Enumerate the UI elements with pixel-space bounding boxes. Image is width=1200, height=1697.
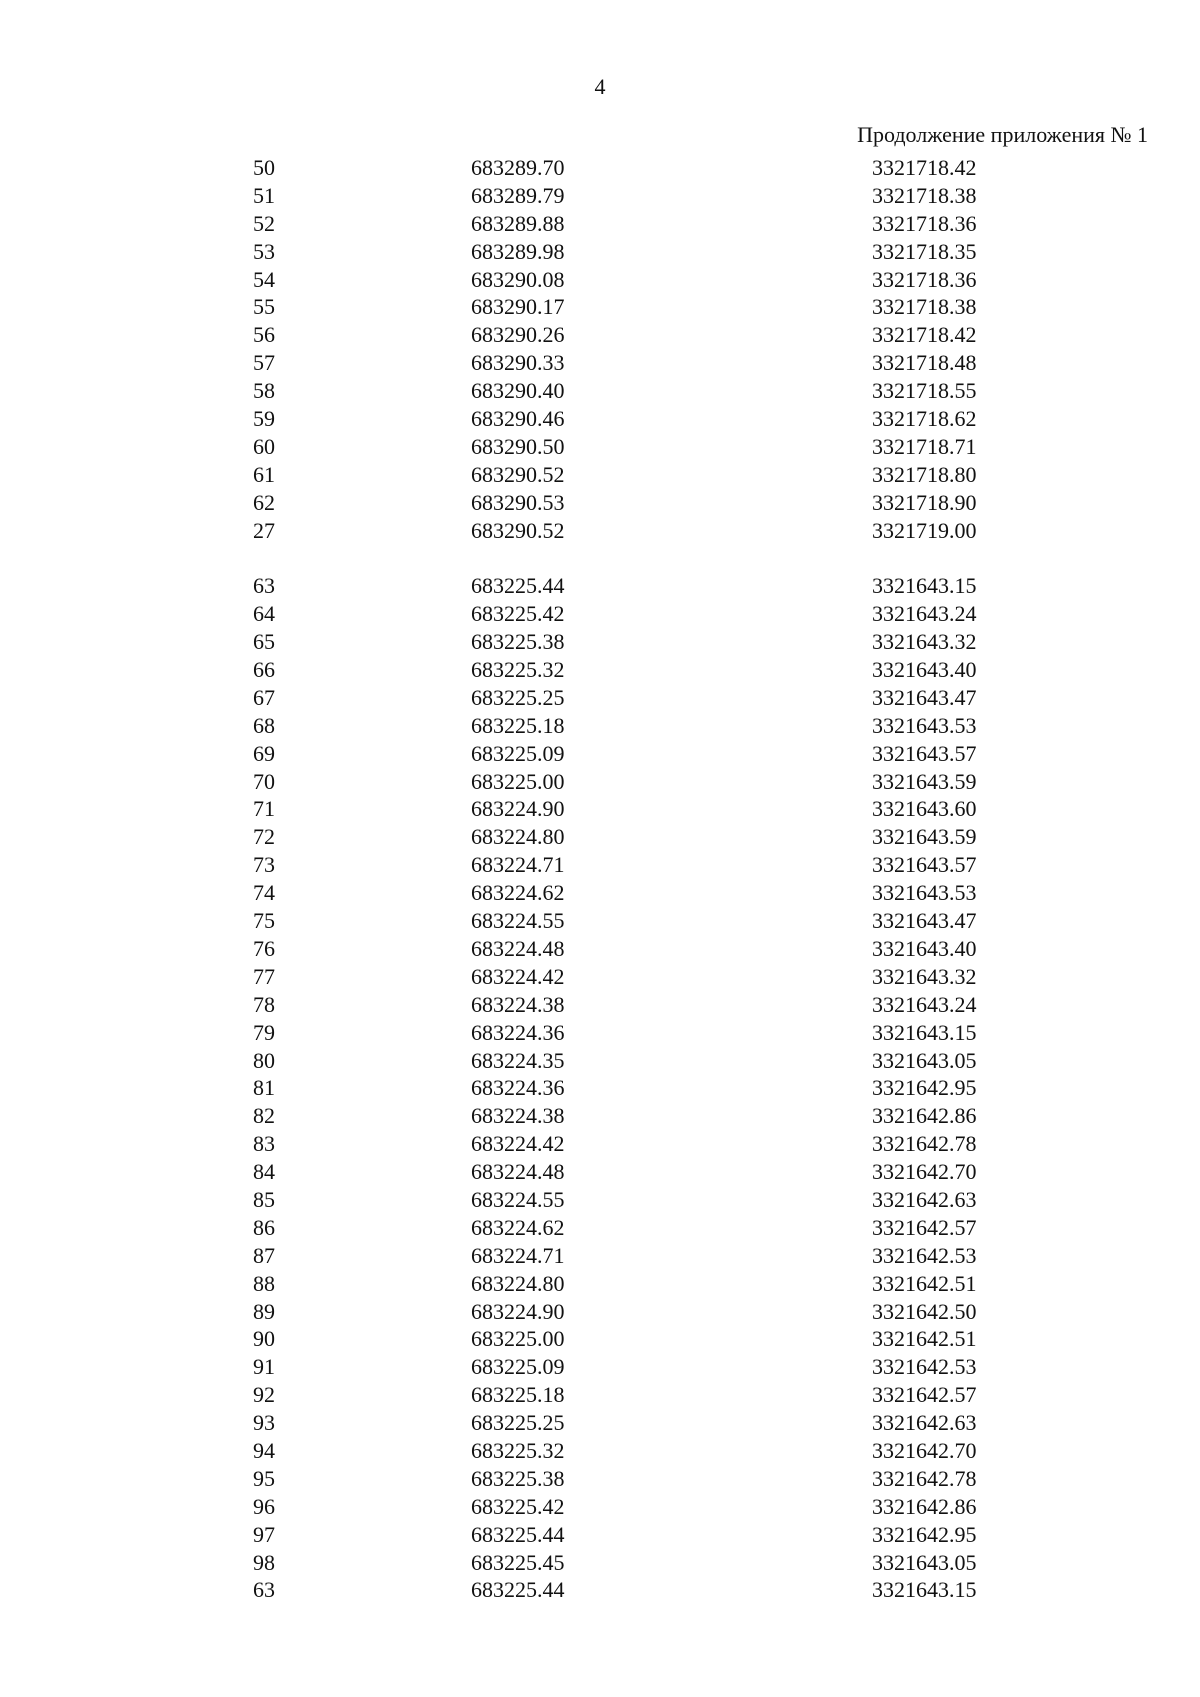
y-coordinate-cell: 3321643.32 (872, 629, 977, 655)
table-row (0, 656, 1200, 684)
table-row (0, 1576, 1200, 1604)
x-coordinate-cell: 683225.32 (471, 657, 565, 683)
table-row (0, 851, 1200, 879)
y-coordinate-cell: 3321642.50 (872, 1298, 977, 1324)
x-coordinate-cell: 683225.42 (471, 1493, 565, 1519)
y-coordinate-cell: 3321643.15 (872, 573, 977, 599)
table-row (0, 963, 1200, 991)
point-number-cell: 93 (253, 1410, 275, 1436)
y-coordinate-cell: 3321642.57 (872, 1382, 977, 1408)
x-coordinate-cell: 683224.62 (471, 880, 565, 906)
y-coordinate-cell: 3321718.38 (872, 294, 977, 320)
point-number-cell: 69 (253, 740, 275, 766)
table-row (0, 768, 1200, 796)
x-coordinate-cell: 683289.79 (471, 182, 565, 208)
x-coordinate-cell: 683225.38 (471, 629, 565, 655)
y-coordinate-cell: 3321643.24 (872, 601, 977, 627)
y-coordinate-cell: 3321718.90 (872, 489, 977, 515)
point-number-cell: 75 (253, 908, 275, 934)
table-row (0, 1493, 1200, 1521)
table-row (0, 1270, 1200, 1298)
table-row (0, 600, 1200, 628)
y-coordinate-cell: 3321643.40 (872, 935, 977, 961)
table-row (0, 238, 1200, 266)
point-number-cell: 56 (253, 322, 275, 348)
point-number-cell: 88 (253, 1270, 275, 1296)
x-coordinate-cell: 683225.25 (471, 1410, 565, 1436)
y-coordinate-cell: 3321643.53 (872, 712, 977, 738)
point-number-cell: 54 (253, 266, 275, 292)
x-coordinate-cell: 683224.38 (471, 1103, 565, 1129)
table-row (0, 907, 1200, 935)
table-row (0, 1465, 1200, 1493)
table-row (0, 795, 1200, 823)
point-number-cell: 84 (253, 1159, 275, 1185)
x-coordinate-cell: 683224.62 (471, 1214, 565, 1240)
y-coordinate-cell: 3321643.05 (872, 1549, 977, 1575)
x-coordinate-cell: 683224.38 (471, 991, 565, 1017)
point-number-cell: 60 (253, 433, 275, 459)
x-coordinate-cell: 683224.36 (471, 1019, 565, 1045)
x-coordinate-cell: 683224.48 (471, 1159, 565, 1185)
point-number-cell: 92 (253, 1382, 275, 1408)
y-coordinate-cell: 3321643.40 (872, 657, 977, 683)
table-row (0, 1353, 1200, 1381)
point-number-cell: 52 (253, 210, 275, 236)
x-coordinate-cell: 683224.36 (471, 1075, 565, 1101)
x-coordinate-cell: 683225.18 (471, 712, 565, 738)
x-coordinate-cell: 683290.40 (471, 378, 565, 404)
x-coordinate-cell: 683290.53 (471, 489, 565, 515)
point-number-cell: 51 (253, 182, 275, 208)
table-row (0, 377, 1200, 405)
x-coordinate-cell: 683289.70 (471, 155, 565, 180)
y-coordinate-cell: 3321718.48 (872, 350, 977, 376)
point-number-cell: 74 (253, 880, 275, 906)
point-number-cell: 64 (253, 601, 275, 627)
x-coordinate-cell: 683225.44 (471, 1577, 565, 1603)
table-row (0, 1381, 1200, 1409)
y-coordinate-cell: 3321643.32 (872, 963, 977, 989)
point-number-cell: 58 (253, 378, 275, 404)
point-number-cell: 55 (253, 294, 275, 320)
appendix-continuation-label: Продолжение приложения № 1 (857, 122, 1148, 147)
table-row (0, 1437, 1200, 1465)
coordinates-table (0, 154, 1200, 1604)
point-number-cell: 66 (253, 657, 275, 683)
point-number-cell: 61 (253, 461, 275, 487)
x-coordinate-cell: 683290.17 (471, 294, 565, 320)
x-coordinate-cell: 683290.52 (471, 461, 565, 487)
y-coordinate-cell: 3321718.36 (872, 210, 977, 236)
table-row (0, 1047, 1200, 1075)
y-coordinate-cell: 3321718.36 (872, 266, 977, 292)
table-row (0, 740, 1200, 768)
table-row (0, 935, 1200, 963)
y-coordinate-cell: 3321643.47 (872, 684, 977, 710)
x-coordinate-cell: 683224.80 (471, 1270, 565, 1296)
x-coordinate-cell: 683225.42 (471, 601, 565, 627)
table-row (0, 461, 1200, 489)
x-coordinate-cell: 683225.25 (471, 684, 565, 710)
point-number-cell: 85 (253, 1186, 275, 1212)
point-number-cell: 70 (253, 768, 275, 794)
point-number-cell: 80 (253, 1047, 275, 1073)
table-row (0, 1158, 1200, 1186)
table-row (0, 1214, 1200, 1242)
point-number-cell: 89 (253, 1298, 275, 1324)
table-row (0, 266, 1200, 294)
point-number-cell: 63 (253, 573, 275, 599)
point-number-cell: 50 (253, 155, 275, 180)
y-coordinate-cell: 3321642.53 (872, 1354, 977, 1380)
y-coordinate-cell: 3321642.70 (872, 1159, 977, 1185)
y-coordinate-cell: 3321643.47 (872, 908, 977, 934)
table-row (0, 517, 1200, 545)
point-number-cell: 82 (253, 1103, 275, 1129)
table-row (0, 1409, 1200, 1437)
y-coordinate-cell: 3321642.57 (872, 1214, 977, 1240)
table-row (0, 628, 1200, 656)
x-coordinate-cell: 683290.33 (471, 350, 565, 376)
x-coordinate-cell: 683224.48 (471, 935, 565, 961)
point-number-cell: 76 (253, 935, 275, 961)
x-coordinate-cell: 683225.44 (471, 1521, 565, 1547)
x-coordinate-cell: 683290.52 (471, 517, 565, 543)
table-row (0, 349, 1200, 377)
table-row (0, 1186, 1200, 1214)
y-coordinate-cell: 3321718.80 (872, 461, 977, 487)
x-coordinate-cell: 683224.90 (471, 796, 565, 822)
x-coordinate-cell: 683225.18 (471, 1382, 565, 1408)
table-row (0, 991, 1200, 1019)
y-coordinate-cell: 3321643.53 (872, 880, 977, 906)
y-coordinate-cell: 3321643.24 (872, 991, 977, 1017)
page-number: 4 (594, 74, 606, 99)
x-coordinate-cell: 683290.08 (471, 266, 565, 292)
y-coordinate-cell: 3321643.57 (872, 740, 977, 766)
x-coordinate-cell: 683289.88 (471, 210, 565, 236)
y-coordinate-cell: 3321643.05 (872, 1047, 977, 1073)
point-number-cell: 87 (253, 1242, 275, 1268)
table-row (0, 489, 1200, 517)
point-number-cell: 77 (253, 963, 275, 989)
y-coordinate-cell: 3321643.15 (872, 1577, 977, 1603)
table-row (0, 182, 1200, 210)
x-coordinate-cell: 683224.80 (471, 824, 565, 850)
point-number-cell: 72 (253, 824, 275, 850)
y-coordinate-cell: 3321642.51 (872, 1326, 977, 1352)
point-number-cell: 71 (253, 796, 275, 822)
table-row (0, 433, 1200, 461)
point-number-cell: 53 (253, 238, 275, 264)
y-coordinate-cell: 3321719.00 (872, 517, 977, 543)
y-coordinate-cell: 3321642.95 (872, 1075, 977, 1101)
y-coordinate-cell: 3321642.86 (872, 1103, 977, 1129)
x-coordinate-cell: 683289.98 (471, 238, 565, 264)
y-coordinate-cell: 3321718.35 (872, 238, 977, 264)
point-number-cell: 73 (253, 852, 275, 878)
point-number-cell: 98 (253, 1549, 275, 1575)
x-coordinate-cell: 683225.09 (471, 740, 565, 766)
block-separator (0, 544, 1200, 572)
y-coordinate-cell: 3321642.86 (872, 1493, 977, 1519)
y-coordinate-cell: 3321643.57 (872, 852, 977, 878)
table-row (0, 1102, 1200, 1130)
point-number-cell: 86 (253, 1214, 275, 1240)
table-row (0, 712, 1200, 740)
y-coordinate-cell: 3321642.51 (872, 1270, 977, 1296)
point-number-cell: 97 (253, 1521, 275, 1547)
y-coordinate-cell: 3321643.59 (872, 824, 977, 850)
x-coordinate-cell: 683225.32 (471, 1437, 565, 1463)
table-row (0, 405, 1200, 433)
point-number-cell: 83 (253, 1131, 275, 1157)
point-number-cell: 67 (253, 684, 275, 710)
y-coordinate-cell: 3321718.38 (872, 182, 977, 208)
point-number-cell: 94 (253, 1437, 275, 1463)
point-number-cell: 57 (253, 350, 275, 376)
x-coordinate-cell: 683224.42 (471, 1131, 565, 1157)
x-coordinate-cell: 683290.46 (471, 406, 565, 432)
table-row (0, 293, 1200, 321)
y-coordinate-cell: 3321643.59 (872, 768, 977, 794)
point-number-cell: 96 (253, 1493, 275, 1519)
table-row (0, 684, 1200, 712)
table-row (0, 572, 1200, 600)
y-coordinate-cell: 3321642.78 (872, 1131, 977, 1157)
x-coordinate-cell: 683224.90 (471, 1298, 565, 1324)
y-coordinate-cell: 3321642.63 (872, 1410, 977, 1436)
x-coordinate-cell: 683224.55 (471, 908, 565, 934)
table-row (0, 321, 1200, 349)
y-coordinate-cell: 3321718.62 (872, 406, 977, 432)
y-coordinate-cell: 3321642.53 (872, 1242, 977, 1268)
y-coordinate-cell: 3321642.95 (872, 1521, 977, 1547)
table-row (0, 210, 1200, 238)
x-coordinate-cell: 683290.50 (471, 433, 565, 459)
y-coordinate-cell: 3321643.60 (872, 796, 977, 822)
table-row (0, 1298, 1200, 1326)
point-number-cell: 59 (253, 406, 275, 432)
y-coordinate-cell: 3321718.42 (872, 155, 977, 180)
y-coordinate-cell: 3321642.70 (872, 1437, 977, 1463)
y-coordinate-cell: 3321718.42 (872, 322, 977, 348)
point-number-cell: 90 (253, 1326, 275, 1352)
table-row (0, 1130, 1200, 1158)
table-row (0, 1325, 1200, 1353)
table-row (0, 1019, 1200, 1047)
point-number-cell: 27 (253, 517, 275, 543)
y-coordinate-cell: 3321642.63 (872, 1186, 977, 1212)
point-number-cell: 81 (253, 1075, 275, 1101)
x-coordinate-cell: 683224.35 (471, 1047, 565, 1073)
x-coordinate-cell: 683290.26 (471, 322, 565, 348)
y-coordinate-cell: 3321718.71 (872, 433, 977, 459)
x-coordinate-cell: 683224.71 (471, 852, 565, 878)
point-number-cell: 79 (253, 1019, 275, 1045)
point-number-cell: 78 (253, 991, 275, 1017)
point-number-cell: 91 (253, 1354, 275, 1380)
point-number-cell: 95 (253, 1465, 275, 1491)
x-coordinate-cell: 683224.55 (471, 1186, 565, 1212)
table-row (0, 879, 1200, 907)
x-coordinate-cell: 683225.44 (471, 573, 565, 599)
y-coordinate-cell: 3321643.15 (872, 1019, 977, 1045)
table-row (0, 1242, 1200, 1270)
x-coordinate-cell: 683225.09 (471, 1354, 565, 1380)
x-coordinate-cell: 683225.45 (471, 1549, 565, 1575)
table-row (0, 1549, 1200, 1577)
table-row (0, 1521, 1200, 1549)
table-row (0, 1074, 1200, 1102)
table-row (0, 154, 1200, 182)
x-coordinate-cell: 683225.38 (471, 1465, 565, 1491)
table-row (0, 823, 1200, 851)
point-number-cell: 65 (253, 629, 275, 655)
x-coordinate-cell: 683224.42 (471, 963, 565, 989)
x-coordinate-cell: 683225.00 (471, 768, 565, 794)
point-number-cell: 63 (253, 1577, 275, 1603)
x-coordinate-cell: 683225.00 (471, 1326, 565, 1352)
point-number-cell: 62 (253, 489, 275, 515)
x-coordinate-cell: 683224.71 (471, 1242, 565, 1268)
point-number-cell: 68 (253, 712, 275, 738)
y-coordinate-cell: 3321718.55 (872, 378, 977, 404)
y-coordinate-cell: 3321642.78 (872, 1465, 977, 1491)
